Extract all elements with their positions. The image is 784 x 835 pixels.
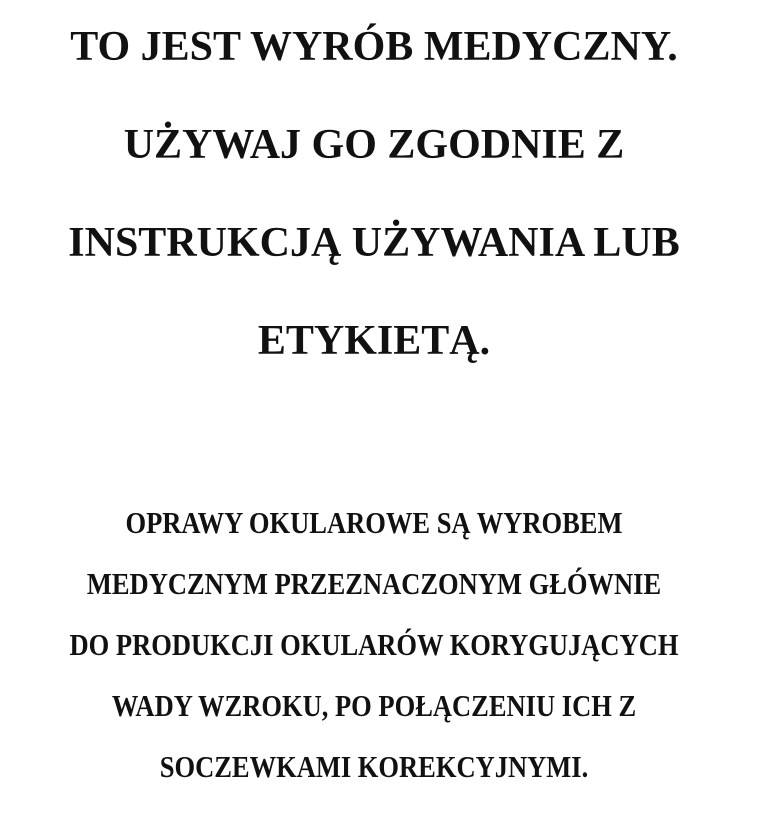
body-line: MEDYCZNYM PRZEZNACZONYM GŁÓWNIE	[86, 566, 662, 601]
heading-line: INSTRUKCJĄ UŻYWANIA LUB	[68, 220, 680, 266]
body-line: SOCZEWKAMI KOREKCYJNYMI.	[159, 749, 589, 784]
heading-line: TO JEST WYRÓB MEDYCZNY.	[70, 24, 678, 70]
body-line: WADY WZROKU, PO POŁĄCZENIU ICH Z	[111, 688, 637, 723]
notice-body	[0, 492, 748, 797]
body-line: DO PRODUKCJI OKULARÓW KORYGUJĄCYCH	[69, 627, 679, 662]
notice-heading	[0, 0, 748, 390]
heading-line: UŻYWAJ GO ZGODNIE Z	[123, 122, 625, 168]
heading-line: ETYKIETĄ.	[257, 318, 491, 364]
body-line: OPRAWY OKULAROWE SĄ WYROBEM	[125, 505, 623, 540]
